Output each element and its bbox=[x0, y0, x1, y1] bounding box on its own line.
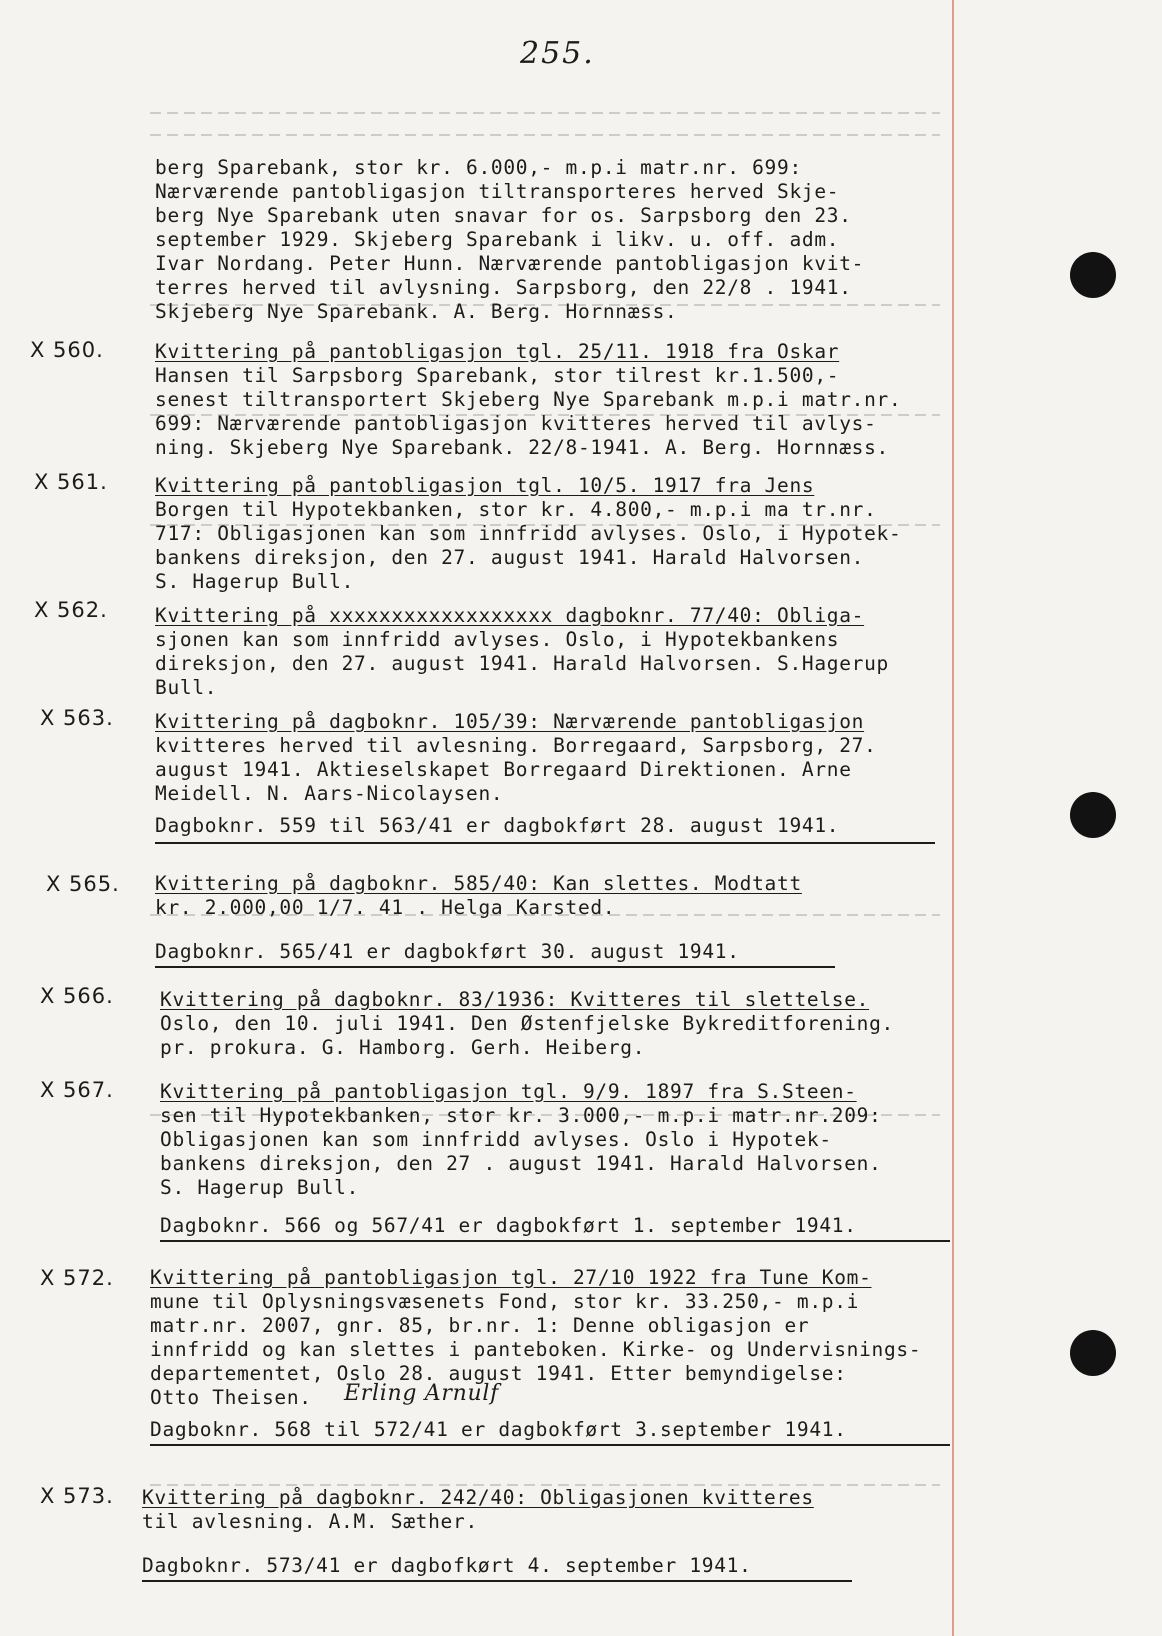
entry-line: bankens direksjon, den 27 . august 1941. Harald Halvorsen. bbox=[160, 1152, 882, 1175]
handwritten-signature: Erling Arnulf bbox=[344, 1381, 499, 1406]
entry-line: direksjon, den 27. august 1941. Harald Halvorsen. S.Hagerup bbox=[155, 652, 889, 675]
entry-line: august 1941. Aktieselskapet Borregaard Direktionen. Arne bbox=[155, 758, 852, 781]
entry-line: Kvittering på pantobligasjon tgl. 10/5. 1917 fra Jens bbox=[155, 474, 815, 497]
margin-rule bbox=[952, 0, 954, 1636]
entry-line: Obligasjonen kan som innfridd avlyses. Oslo i Hypotek- bbox=[160, 1128, 832, 1151]
entry-line: Kvittering på dagboknr. 83/1936: Kvitteres til slettelse. bbox=[160, 988, 870, 1011]
entry-line: Ivar Nordang. Peter Hunn. Nærværende pantobligasjon kvit- bbox=[155, 252, 865, 275]
entry-line: Kvittering på dagboknr. 585/40: Kan slettes. Modtatt bbox=[155, 872, 802, 895]
entry-line: Kvittering på xxxxxxxxxxxxxxxxxx dagboknr. 77/40: Obliga- bbox=[155, 604, 865, 627]
entry-footer: Dagboknr. 568 til 572/41 er dagbokført 3.september 1941. bbox=[150, 1418, 847, 1441]
entry-line: Oslo, den 10. juli 1941. Den Østenfjelske Bykreditforening. bbox=[160, 1012, 894, 1035]
entry-line: matr.nr. 2007, gnr. 85, br.nr. 1: Denne obligasjon er bbox=[150, 1314, 810, 1337]
entry-line: departementet, Oslo 28. august 1941. Etter bemyndigelse: bbox=[150, 1362, 847, 1385]
entry-line: Hansen til Sarpsborg Sparebank, stor tilrest kr.1.500,- bbox=[155, 364, 840, 387]
entry-line: Nærværende pantobligasjon tiltransporteres herved Skje- bbox=[155, 180, 840, 203]
entry-line: berg Nye Sparebank uten snavar for os. Sarpsborg den 23. bbox=[155, 204, 852, 227]
bleed-through bbox=[150, 130, 940, 144]
entry-line: 717: Obligasjonen kan som innfridd avlyses. Oslo, i Hypotek- bbox=[155, 522, 902, 545]
footer-rule bbox=[150, 1444, 950, 1446]
entry-number: X 563. bbox=[40, 706, 114, 730]
entry-line: til avlesning. A.M. Sæther. bbox=[142, 1510, 478, 1533]
entry-line: innfridd og kan slettes i panteboken. Kirke- og Undervisnings- bbox=[150, 1338, 922, 1361]
entry-footer: Dagboknr. 565/41 er dagbokført 30. august 1941. bbox=[155, 940, 740, 963]
entry-line: S. Hagerup Bull. bbox=[160, 1176, 360, 1199]
entry-footer: Dagboknr. 573/41 er dagbofkørt 4. september 1941. bbox=[142, 1554, 752, 1577]
entry-line: Bull. bbox=[155, 676, 218, 699]
entry-line: Otto Theisen. bbox=[150, 1386, 312, 1409]
page-number: 255. bbox=[520, 36, 595, 71]
entry-line: terres herved til avlysning. Sarpsborg, den 22/8 . 1941. bbox=[155, 276, 852, 299]
entry-line: Borgen til Hypotekbanken, stor kr. 4.800,- m.p.i ma tr.nr. bbox=[155, 498, 877, 521]
entry-number: X 565. bbox=[46, 872, 120, 896]
binder-hole bbox=[1070, 792, 1116, 838]
entry-line: senest tiltransportert Skjeberg Nye Sparebank m.p.i matr.nr. bbox=[155, 388, 902, 411]
footer-rule bbox=[155, 842, 935, 844]
footer-rule bbox=[142, 1580, 852, 1582]
entry-line: kvitteres herved til avlesning. Borregaard, Sarpsborg, 27. bbox=[155, 734, 877, 757]
entry-line: Kvittering på pantobligasjon tgl. 27/10 1922 fra Tune Kom- bbox=[150, 1266, 872, 1289]
footer-rule bbox=[160, 1240, 950, 1242]
entry-line: ning. Skjeberg Nye Sparebank. 22/8-1941. A. Berg. Hornnæss. bbox=[155, 436, 889, 459]
entry-line: pr. prokura. G. Hamborg. Gerh. Heiberg. bbox=[160, 1036, 646, 1059]
entry-number: X 560. bbox=[30, 338, 104, 362]
entry-line: bankens direksjon, den 27. august 1941. Harald Halvorsen. bbox=[155, 546, 865, 569]
entry-line: Kvittering på dagboknr. 105/39: Nærværende pantobligasjon bbox=[155, 710, 865, 733]
entry-line: mune til Oplysningsvæsenets Fond, stor kr. 33.250,- m.p.i bbox=[150, 1290, 860, 1313]
entry-line: Skjeberg Nye Sparebank. A. Berg. Hornnæss. bbox=[155, 300, 678, 323]
entry-number: X 561. bbox=[34, 470, 108, 494]
entry-line: sen til Hypotekbanken, stor kr. 3.000,- m.p.i matr.nr.209: bbox=[160, 1104, 882, 1127]
entry-footer: Dagboknr. 566 og 567/41 er dagbokført 1. september 1941. bbox=[160, 1214, 857, 1237]
entry-number: X 562. bbox=[34, 598, 108, 622]
binder-hole bbox=[1070, 252, 1116, 298]
entry-number: X 572. bbox=[40, 1266, 114, 1290]
entry-number: X 566. bbox=[40, 984, 114, 1008]
entry-line: 699: Nærværende pantobligasjon kvitteres herved til avlys- bbox=[155, 412, 877, 435]
entry-line: Meidell. N. Aars-Nicolaysen. bbox=[155, 782, 504, 805]
entry-line: kr. 2.000,00 1/7. 41 . Helga Karsted. bbox=[155, 896, 616, 919]
footer-rule bbox=[155, 966, 835, 968]
entry-number: X 573. bbox=[40, 1484, 114, 1508]
binder-hole bbox=[1070, 1330, 1116, 1376]
entry-line: sjonen kan som innfridd avlyses. Oslo, i Hypotekbankens bbox=[155, 628, 840, 651]
entry-line: september 1929. Skjeberg Sparebank i likv. u. off. adm. bbox=[155, 228, 840, 251]
bleed-through bbox=[150, 108, 940, 122]
entry-line: S. Hagerup Bull. bbox=[155, 570, 355, 593]
entry-line: berg Sparebank, stor kr. 6.000,- m.p.i matr.nr. 699: bbox=[155, 156, 802, 179]
entry-line: Kvittering på pantobligasjon tgl. 9/9. 1897 fra S.Steen- bbox=[160, 1080, 857, 1103]
entry-line: Kvittering på pantobligasjon tgl. 25/11. 1918 fra Oskar bbox=[155, 340, 840, 363]
entry-number: X 567. bbox=[40, 1078, 114, 1102]
entry-footer: Dagboknr. 559 til 563/41 er dagbokført 28. august 1941. bbox=[155, 814, 840, 837]
entry-line: Kvittering på dagboknr. 242/40: Obligasjonen kvitteres bbox=[142, 1486, 814, 1509]
